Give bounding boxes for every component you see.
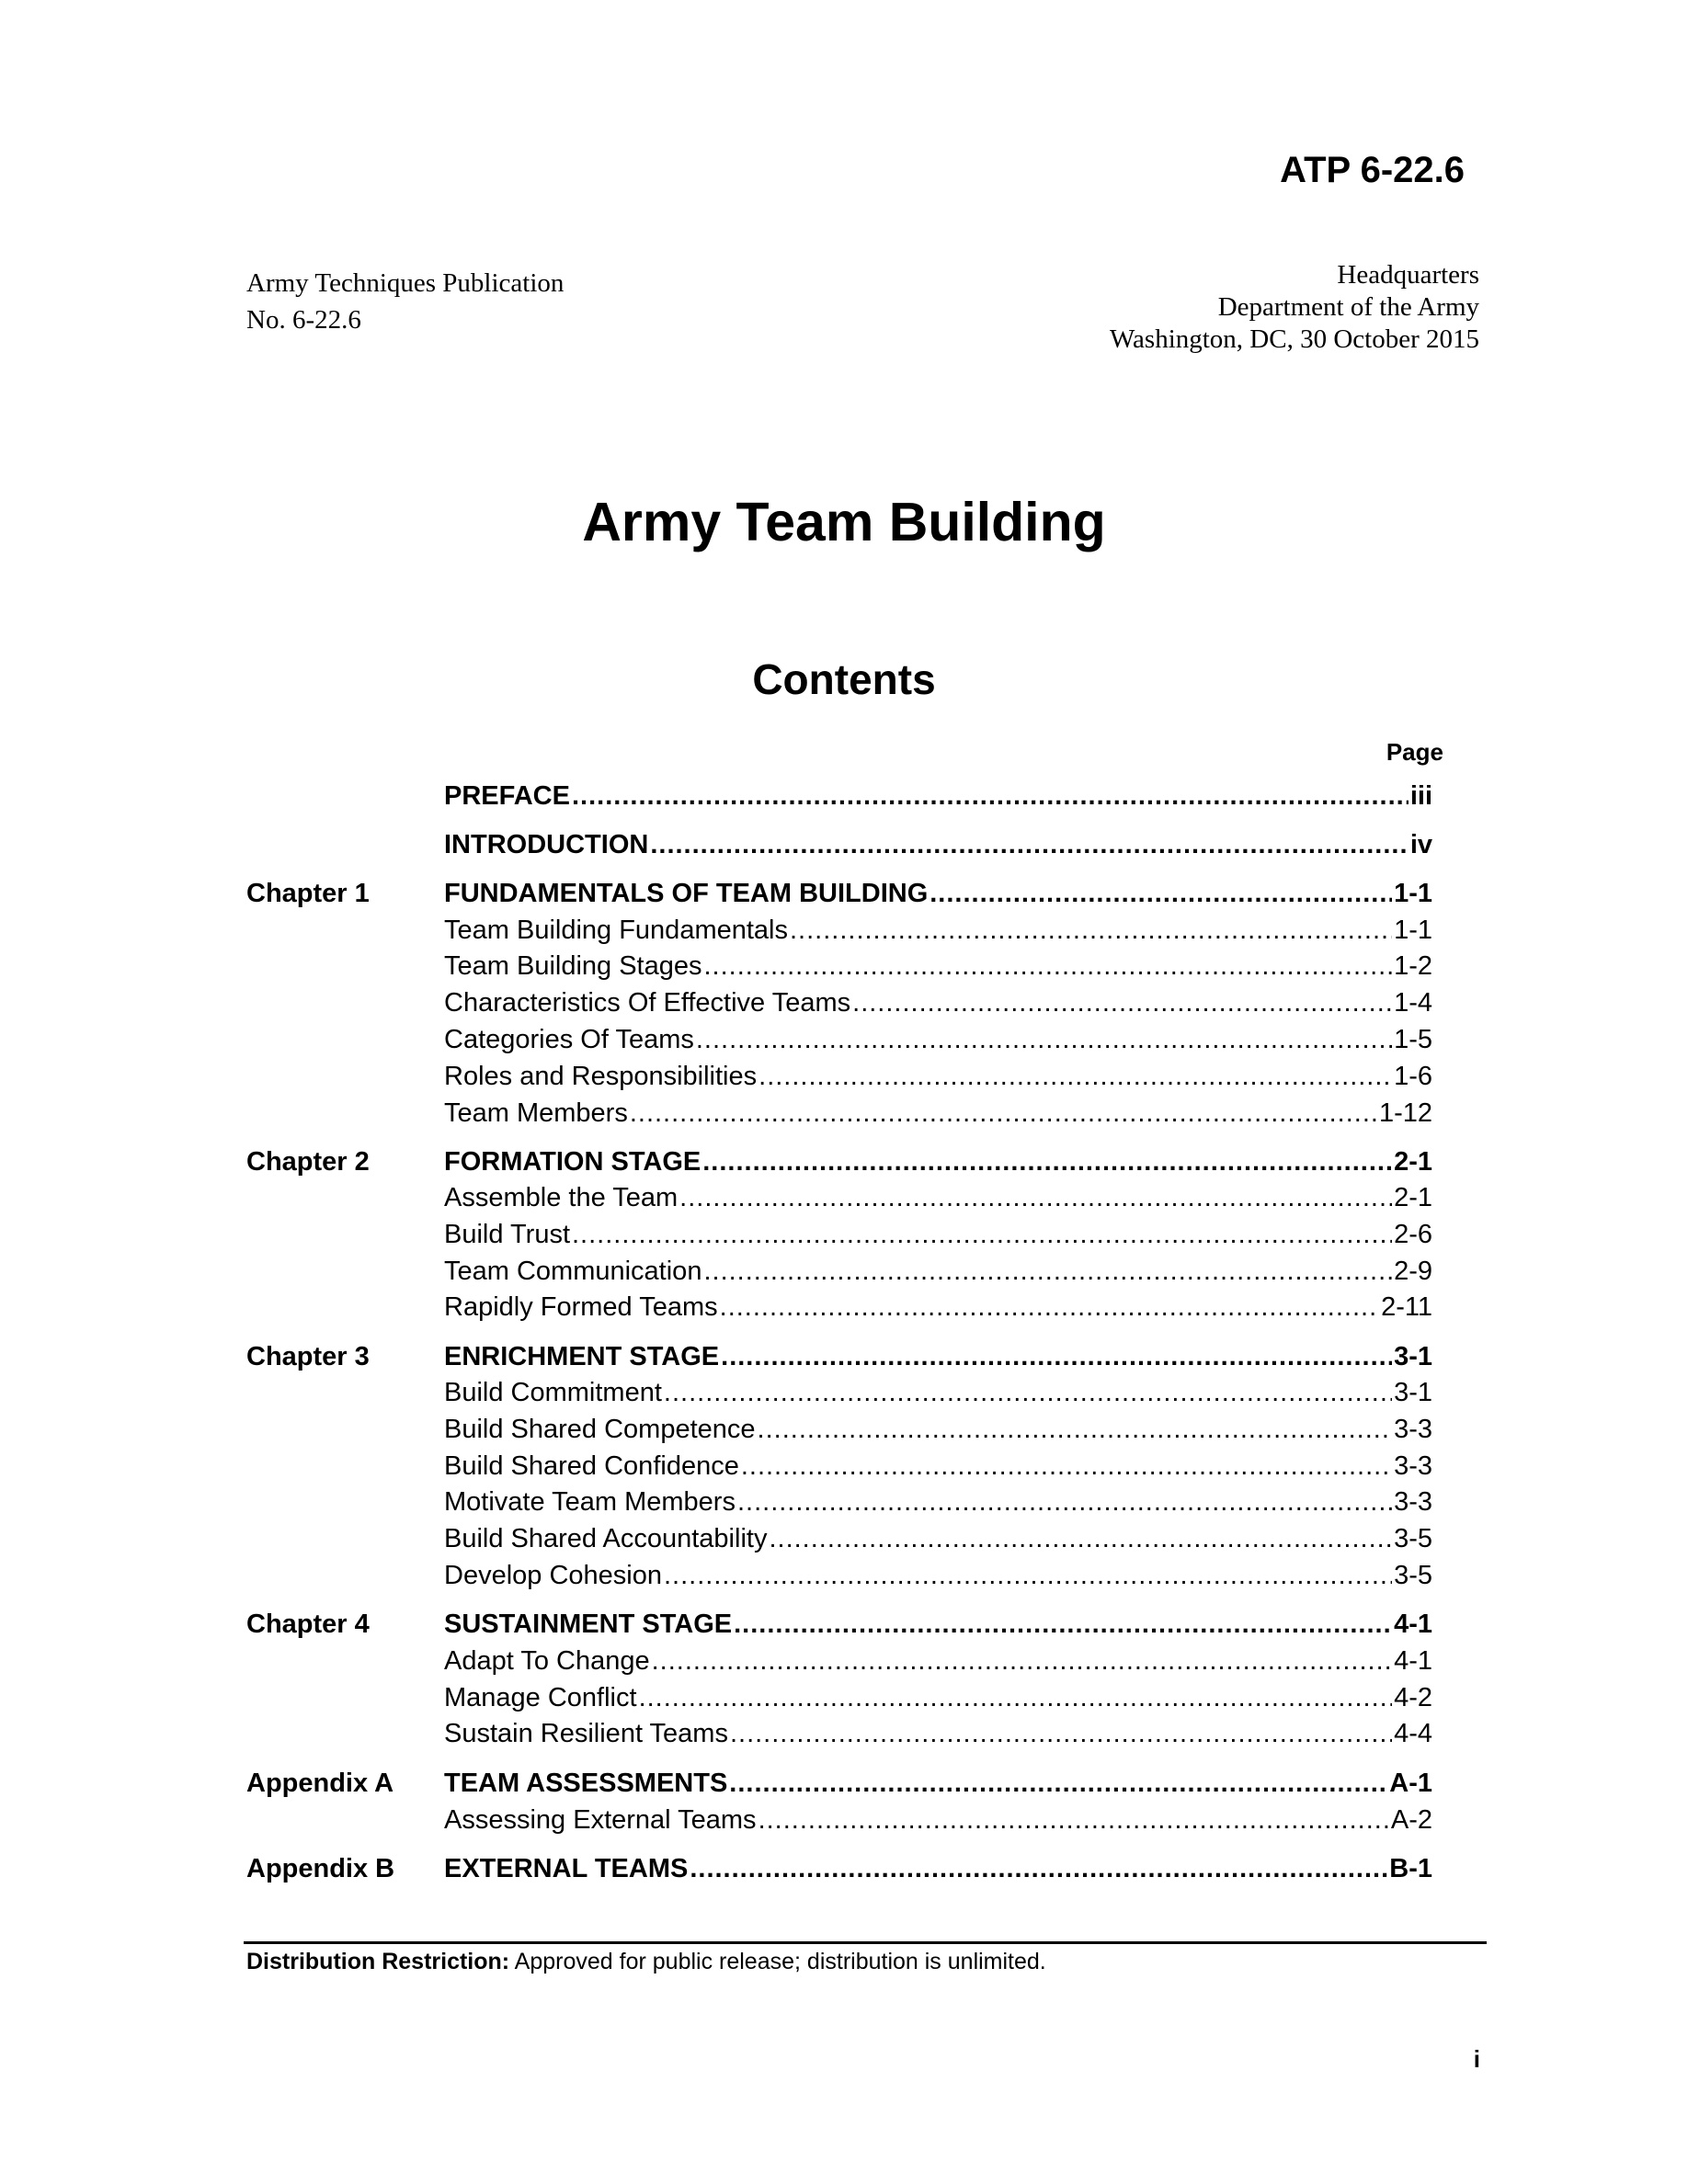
toc-dot-leader xyxy=(729,1765,1387,1802)
toc-entry-title: TEAM ASSESSMENTS xyxy=(444,1769,728,1798)
toc-entry-link[interactable] xyxy=(444,1058,1432,1095)
toc-page-number: 1-5 xyxy=(1394,1025,1432,1054)
toc-page-number: 3-3 xyxy=(1394,1415,1432,1444)
toc-entry-title: Team Building Fundamentals xyxy=(444,916,788,945)
toc-row xyxy=(246,1021,1432,1058)
toc-entry-link[interactable] xyxy=(444,1765,1432,1802)
toc-entry-title: Categories Of Teams xyxy=(444,1025,694,1054)
toc-row xyxy=(246,1715,1432,1752)
toc-row xyxy=(246,1095,1432,1132)
toc-entry-link[interactable] xyxy=(444,826,1432,863)
distribution-restriction-text: Approved for public release; distribution is unlimited. xyxy=(509,1949,1046,1974)
toc-entry-title: Team Members xyxy=(444,1098,628,1128)
toc-dot-leader xyxy=(650,826,1408,863)
toc-entry-title: INTRODUCTION xyxy=(444,830,649,859)
toc-page-number: 4-1 xyxy=(1394,1646,1432,1676)
toc-page-number: 1-6 xyxy=(1394,1062,1432,1091)
toc-page-number: B-1 xyxy=(1389,1854,1432,1883)
toc-page-number: 2-9 xyxy=(1394,1257,1432,1286)
toc-entry-title: Build Shared Competence xyxy=(444,1415,756,1444)
location-date-line: Washington, DC, 30 October 2015 xyxy=(1109,324,1479,354)
toc-entry-title: Sustain Resilient Teams xyxy=(444,1719,728,1748)
toc-row xyxy=(246,1802,1432,1838)
toc-dot-leader xyxy=(790,912,1392,949)
toc-row xyxy=(246,1338,1432,1375)
toc-row xyxy=(246,1679,1432,1716)
toc-entry-title: Build Trust xyxy=(444,1220,570,1249)
toc-entry-link[interactable] xyxy=(444,1484,1432,1520)
toc-dot-leader xyxy=(704,948,1393,984)
toc-entry-link[interactable] xyxy=(444,1374,1432,1411)
toc-entry-title: Build Commitment xyxy=(444,1378,662,1407)
contents-heading: Contents xyxy=(752,655,936,703)
toc-row xyxy=(246,984,1432,1021)
toc-entry-link[interactable] xyxy=(444,1679,1432,1716)
toc-entry-link[interactable] xyxy=(444,948,1432,984)
toc-row xyxy=(246,1216,1432,1253)
toc-entry-title: Team Communication xyxy=(444,1257,702,1286)
publication-number: No. 6-22.6 xyxy=(246,305,361,335)
toc-page-number: 3-5 xyxy=(1394,1561,1432,1590)
toc-page-number: A-2 xyxy=(1390,1805,1432,1835)
page-column-label: Page xyxy=(1386,738,1443,766)
document-title: Army Team Building xyxy=(582,492,1106,552)
toc-page-number: iii xyxy=(1409,781,1432,811)
toc-entry-link[interactable] xyxy=(444,984,1432,1021)
issuing-authority xyxy=(1110,259,1479,356)
toc-dot-leader xyxy=(741,1448,1392,1484)
toc-page-number: 4-4 xyxy=(1394,1719,1432,1748)
toc-entry-title: FORMATION STAGE xyxy=(444,1147,701,1177)
toc-entry-title: PREFACE xyxy=(444,781,570,811)
toc-section-label: Appendix B xyxy=(246,1854,395,1883)
toc-entry-title: Roles and Responsibilities xyxy=(444,1062,758,1091)
toc-entry-title: Assemble the Team xyxy=(444,1183,679,1212)
toc-row xyxy=(246,1374,1432,1411)
footer-divider xyxy=(244,1941,1487,1944)
toc-row xyxy=(246,1850,1432,1887)
toc-dot-leader xyxy=(630,1095,1377,1132)
toc-row xyxy=(246,1448,1432,1484)
toc-entry-title: EXTERNAL TEAMS xyxy=(444,1854,689,1883)
toc-page-number: 4-1 xyxy=(1394,1610,1432,1639)
toc-dot-leader xyxy=(652,1643,1392,1679)
toc-section-label: Chapter 2 xyxy=(246,1147,370,1177)
toc-row xyxy=(246,875,1432,912)
toc-page-number: 1-1 xyxy=(1394,916,1432,945)
toc-row xyxy=(246,1606,1432,1643)
toc-dot-leader xyxy=(679,1179,1392,1216)
toc-entry-title: Assessing External Teams xyxy=(444,1805,757,1835)
toc-row xyxy=(246,1643,1432,1679)
toc-page-number: 4-2 xyxy=(1394,1683,1432,1712)
toc-row xyxy=(246,1411,1432,1448)
toc-row xyxy=(246,1253,1432,1290)
toc-entry-link[interactable] xyxy=(444,1021,1432,1058)
toc-entry-link[interactable] xyxy=(444,1850,1432,1887)
toc-page-number: 3-1 xyxy=(1394,1342,1432,1371)
toc-page-number: 2-6 xyxy=(1394,1220,1432,1249)
toc-entry-title: Adapt To Change xyxy=(444,1646,650,1676)
toc-entry-title: ENRICHMENT STAGE xyxy=(444,1342,720,1371)
toc-entry-title: Motivate Team Members xyxy=(444,1487,736,1517)
toc-dot-leader xyxy=(769,1520,1392,1557)
toc-page-number: 1-2 xyxy=(1394,951,1432,981)
toc-dot-leader xyxy=(758,1411,1393,1448)
toc-row xyxy=(246,1058,1432,1095)
toc-entry-title: Characteristics Of Effective Teams xyxy=(444,988,851,1018)
toc-entry-link[interactable] xyxy=(444,1179,1432,1216)
toc-dot-leader xyxy=(639,1679,1393,1716)
toc-entry-link[interactable] xyxy=(444,1253,1432,1290)
document-id: ATP 6-22.6 xyxy=(1280,150,1465,190)
toc-entry-title: Build Shared Confidence xyxy=(444,1451,739,1481)
toc-dot-leader xyxy=(734,1606,1392,1643)
toc-entry-link[interactable] xyxy=(444,1802,1432,1838)
toc-section-label: Appendix A xyxy=(246,1769,394,1798)
toc-dot-leader xyxy=(730,1715,1392,1752)
toc-dot-leader xyxy=(664,1374,1392,1411)
toc-entry-link[interactable] xyxy=(444,1606,1432,1643)
toc-section-label: Chapter 1 xyxy=(246,879,370,908)
department-line: Department of the Army xyxy=(1217,292,1479,322)
toc-dot-leader xyxy=(737,1484,1392,1520)
toc-row xyxy=(246,1520,1432,1557)
toc-entry-title: Manage Conflict xyxy=(444,1683,637,1712)
toc-entry-link[interactable] xyxy=(444,1338,1432,1375)
toc-entry-link[interactable] xyxy=(444,1095,1432,1132)
toc-page-number: 3-3 xyxy=(1394,1487,1432,1517)
toc-entry-link[interactable] xyxy=(444,1448,1432,1484)
toc-entry-title: SUSTAINMENT STAGE xyxy=(444,1610,733,1639)
toc-dot-leader xyxy=(664,1557,1392,1594)
distribution-restriction-label: Distribution Restriction: xyxy=(246,1949,510,1974)
toc-page-number: 1-1 xyxy=(1394,879,1432,908)
toc-entry-link[interactable] xyxy=(444,1411,1432,1448)
toc-dot-leader xyxy=(690,1850,1387,1887)
toc-row xyxy=(246,778,1432,814)
toc-dot-leader xyxy=(572,778,1409,814)
toc-entry-title: Build Shared Accountability xyxy=(444,1524,768,1553)
toc-section-label: Chapter 4 xyxy=(246,1610,370,1639)
toc-dot-leader xyxy=(720,1289,1379,1325)
toc-entry-link[interactable] xyxy=(444,778,1432,814)
toc-dot-leader xyxy=(930,875,1392,912)
toc-row xyxy=(246,826,1432,863)
toc-page-number: 3-1 xyxy=(1394,1378,1432,1407)
toc-page-number: 3-5 xyxy=(1394,1524,1432,1553)
toc-row xyxy=(246,1557,1432,1594)
toc-row xyxy=(246,1765,1432,1802)
toc-dot-leader xyxy=(572,1216,1392,1253)
toc-page-number: 2-1 xyxy=(1394,1147,1432,1177)
toc-page-number: iv xyxy=(1409,830,1432,859)
toc-dot-leader xyxy=(758,1058,1392,1095)
toc-page-number: 1-4 xyxy=(1394,988,1432,1018)
toc-entry-link[interactable] xyxy=(444,1143,1432,1180)
toc-dot-leader xyxy=(703,1253,1392,1290)
toc-dot-leader xyxy=(852,984,1392,1021)
page-number: i xyxy=(1473,2045,1480,2073)
toc-row xyxy=(246,948,1432,984)
publication-info xyxy=(246,265,564,338)
toc-dot-leader xyxy=(721,1338,1392,1375)
toc-page-number: A-1 xyxy=(1389,1769,1432,1798)
distribution-restriction xyxy=(246,1949,1046,1975)
toc-entry-title: Rapidly Formed Teams xyxy=(444,1292,718,1322)
toc-page-number: 2-11 xyxy=(1381,1292,1432,1322)
toc-page-number: 1-12 xyxy=(1378,1098,1432,1128)
toc-entry-link[interactable] xyxy=(444,1520,1432,1557)
toc-dot-leader xyxy=(758,1802,1389,1838)
toc-entry-link[interactable] xyxy=(444,875,1432,912)
toc-row xyxy=(246,912,1432,949)
headquarters-line: Headquarters xyxy=(1337,260,1479,290)
toc-dot-leader xyxy=(696,1021,1392,1058)
toc-entry-title: Develop Cohesion xyxy=(444,1561,662,1590)
publication-type: Army Techniques Publication xyxy=(246,268,565,298)
toc-entry-link[interactable] xyxy=(444,1643,1432,1679)
toc-entry-link[interactable] xyxy=(444,1557,1432,1594)
toc-row xyxy=(246,1484,1432,1520)
toc-entry-title: Team Building Stages xyxy=(444,951,702,981)
toc-row xyxy=(246,1289,1432,1325)
toc-section-label: Chapter 3 xyxy=(246,1342,370,1371)
toc-page-number: 3-3 xyxy=(1394,1451,1432,1481)
toc-entry-link[interactable] xyxy=(444,1216,1432,1253)
toc-entry-link[interactable] xyxy=(444,1715,1432,1752)
toc-row xyxy=(246,1143,1432,1180)
toc-row xyxy=(246,1179,1432,1216)
toc-entry-link[interactable] xyxy=(444,912,1432,949)
toc-entry-title: FUNDAMENTALS OF TEAM BUILDING xyxy=(444,879,929,908)
toc-page-number: 2-1 xyxy=(1394,1183,1432,1212)
toc-entry-link[interactable] xyxy=(444,1289,1432,1325)
toc-dot-leader xyxy=(702,1143,1392,1180)
